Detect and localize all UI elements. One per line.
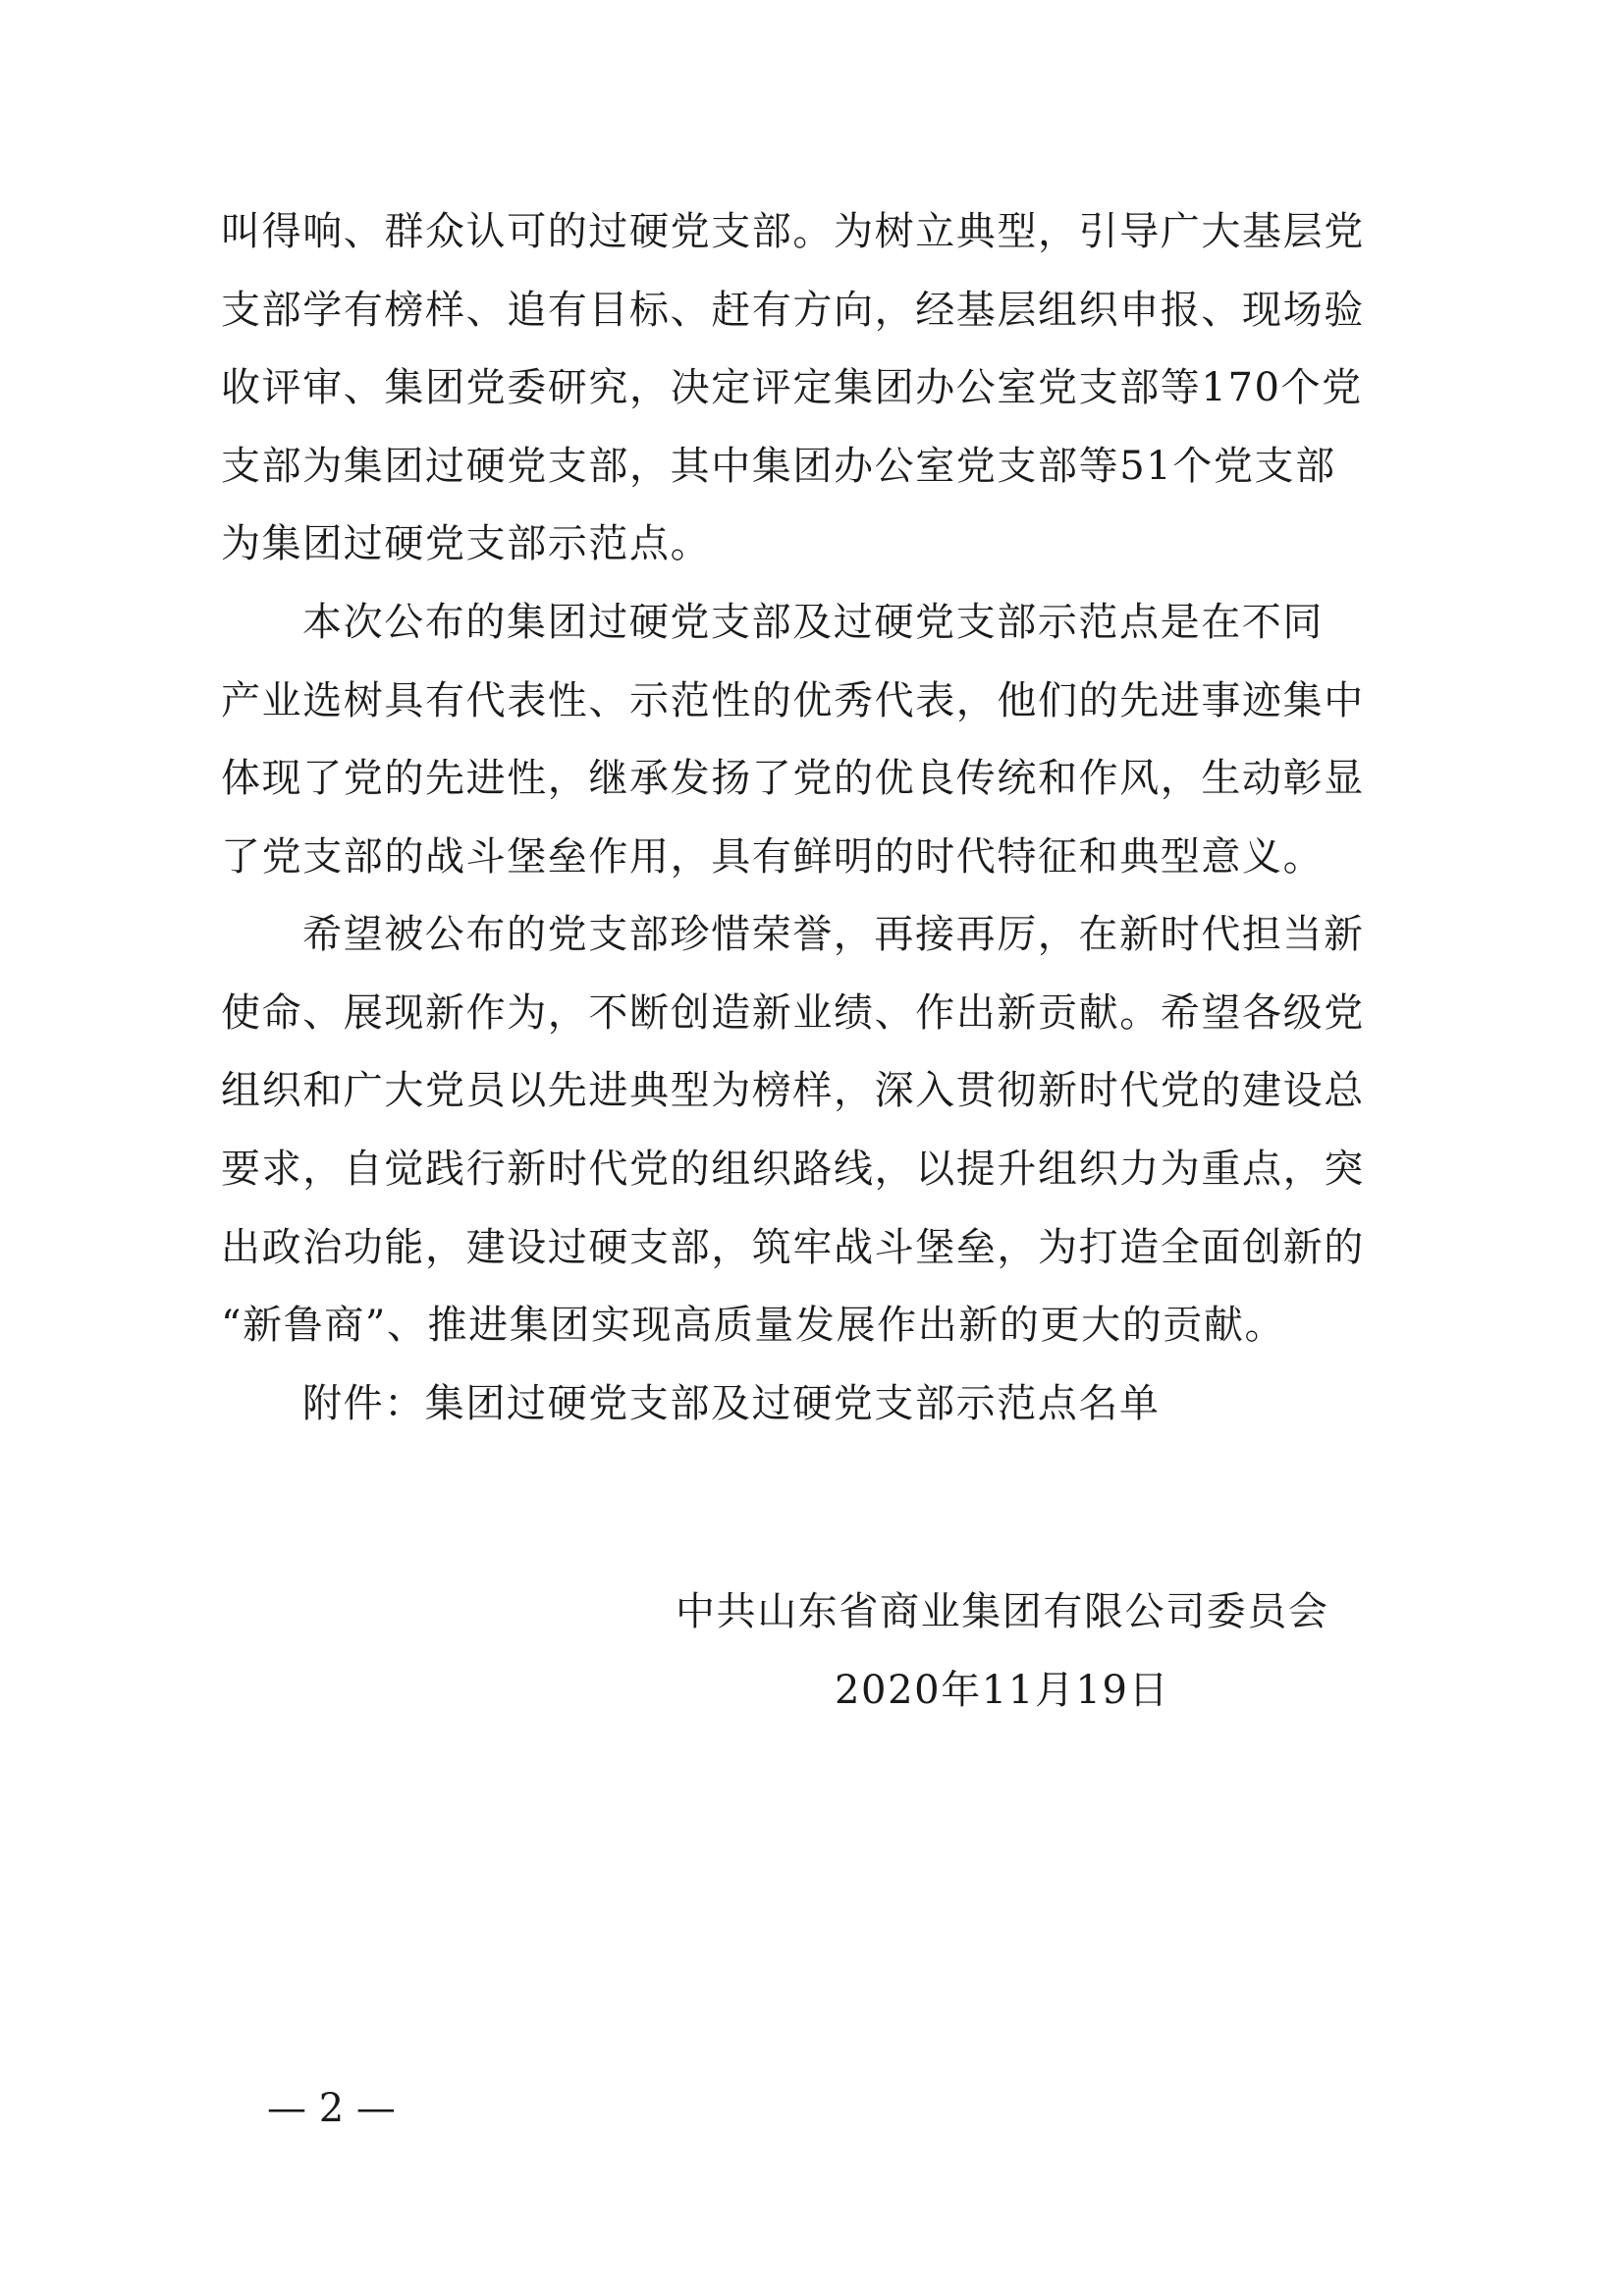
body-line: 支部为集团过硬党支部，其中集团办公室党支部等51个党支部 <box>221 444 1336 489</box>
signature-organization: 中共山东省商业集团有限公司委员会 <box>676 1589 1329 1634</box>
attachment-line: 附件：集团过硬党支部及过硬党支部示范点名单 <box>302 1381 1161 1426</box>
body-line: 出政治功能，建设过硬支部，筑牢战斗堡垒，为打造全面创新的 <box>221 1225 1365 1270</box>
body-line: 支部学有榜样、追有目标、赶有方向，经基层组织申报、现场验 <box>221 288 1365 333</box>
body-line: 叫得响、群众认可的过硬党支部。为树立典型，引导广大基层党 <box>221 209 1365 254</box>
body-line: “新鲁商”、推进集团实现高质量发展作出新的更大的贡献。 <box>221 1303 1286 1348</box>
page-number: — 2 — <box>267 2086 396 2131</box>
body-line: 要求，自觉践行新时代党的组织路线，以提升组织力为重点，突 <box>221 1147 1365 1192</box>
body-line: 组织和广大党员以先进典型为榜样，深入贯彻新时代党的建设总 <box>221 1068 1365 1113</box>
body-line: 产业选树具有代表性、示范性的优秀代表，他们的先进事迹集中 <box>221 678 1365 723</box>
body-line: 为集团过硬党支部示范点。 <box>221 521 712 566</box>
body-line: 收评审、集团党委研究，决定评定集团办公室党支部等170个党 <box>221 365 1363 410</box>
body-line: 本次公布的集团过硬党支部及过硬党支部示范点是在不同 <box>302 600 1324 645</box>
signature-date: 2020年11月19日 <box>835 1668 1170 1713</box>
body-line: 了党支部的战斗堡垒作用，具有鲜明的时代特征和典型意义。 <box>221 834 1325 880</box>
body-line: 使命、展现新作为，不断创造新业绩、作出新贡献。希望各级党 <box>221 990 1365 1036</box>
body-line: 体现了党的先进性，继承发扬了党的优良传统和作风，生动彰显 <box>221 756 1365 801</box>
body-line: 希望被公布的党支部珍惜荣誉，再接再厉，在新时代担当新 <box>302 912 1365 957</box>
